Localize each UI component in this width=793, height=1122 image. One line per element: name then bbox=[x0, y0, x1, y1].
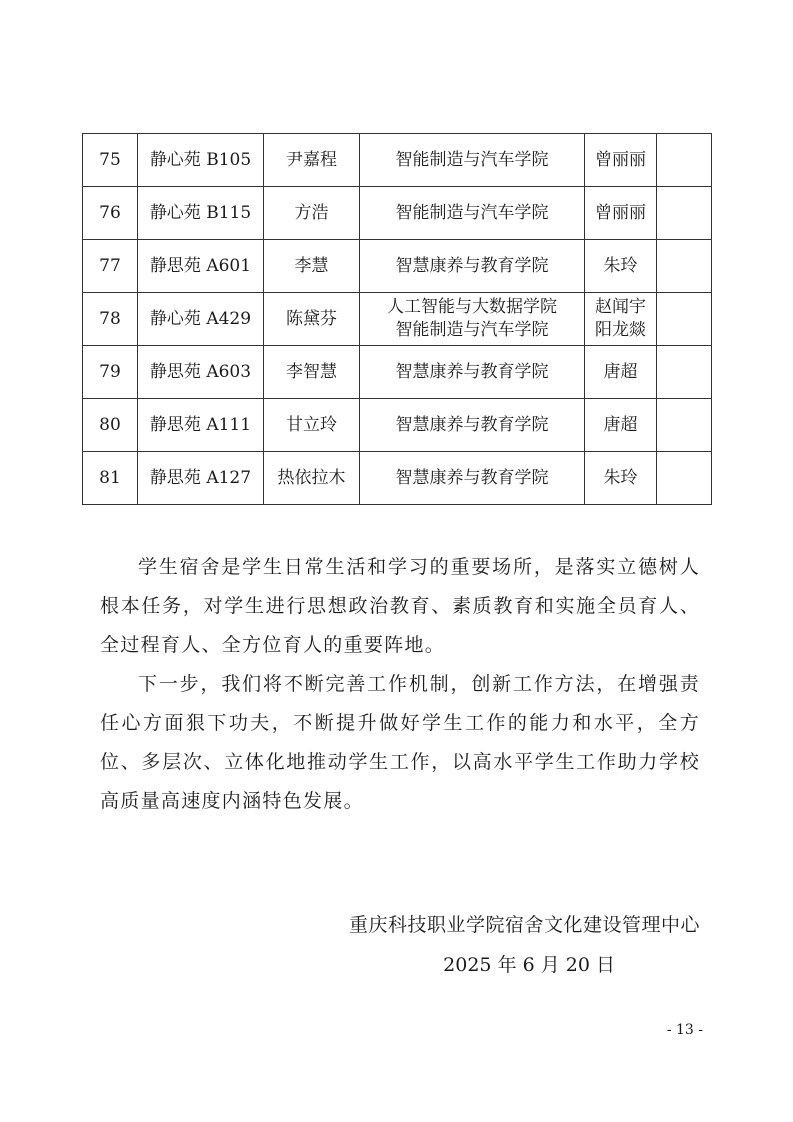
paragraph-2: 下一步，我们将不断完善工作机制，创新工作方法，在增强责任心方面狠下功夫，不断提升做好学生工作的能力和水平，全方位、多层次、立体化地推动学生工作，以高水平学生工作助力学校高质量高速度内涵特色发展。 bbox=[100, 673, 700, 812]
cell-college-line: 人工智能与大数据学院 bbox=[387, 297, 557, 317]
cell-name: 陈黛芬 bbox=[264, 293, 360, 346]
cell-name: 尹嘉程 bbox=[264, 134, 360, 187]
cell-college-line: 智慧康养与教育学院 bbox=[395, 361, 549, 382]
cell-note bbox=[657, 134, 712, 187]
cell-college bbox=[360, 452, 585, 505]
paragraph-1: 学生宿舍是学生日常生活和学习的重要场所，是落实立德树人根本任务，对学生进行思想政治教育、素质教育和实施全员育人、全过程育人、全方位育人的重要阵地。 bbox=[100, 556, 700, 656]
cell-college bbox=[360, 187, 585, 240]
signature-org: 重庆科技职业学院宿舍文化建设管理中心 bbox=[348, 914, 700, 936]
table-row bbox=[83, 240, 712, 293]
cell-college-line: 智能制造与汽车学院 bbox=[395, 320, 549, 340]
cell-counselor bbox=[585, 187, 657, 240]
cell-college bbox=[360, 346, 585, 399]
body-text bbox=[100, 548, 700, 821]
cell-number: 81 bbox=[83, 452, 138, 505]
cell-name: 李智慧 bbox=[264, 346, 360, 399]
cell-room: 静思苑 A603 bbox=[138, 346, 264, 399]
table-row bbox=[83, 399, 712, 452]
cell-college-line: 智慧康养与教育学院 bbox=[395, 255, 549, 276]
cell-counselor-line: 曾丽丽 bbox=[595, 149, 646, 170]
table-row bbox=[83, 134, 712, 187]
cell-counselor bbox=[585, 399, 657, 452]
cell-number: 78 bbox=[83, 293, 138, 346]
cell-counselor bbox=[585, 346, 657, 399]
cell-counselor-line: 朱玲 bbox=[603, 467, 638, 488]
cell-counselor-line: 赵闻宇 bbox=[595, 297, 646, 317]
cell-room: 静心苑 B115 bbox=[138, 187, 264, 240]
cell-counselor-line: 唐超 bbox=[603, 414, 638, 435]
cell-counselor-line: 阳龙燚 bbox=[595, 320, 646, 340]
cell-counselor bbox=[585, 452, 657, 505]
cell-counselor-line: 朱玲 bbox=[603, 255, 638, 276]
cell-college-line: 智能制造与汽车学院 bbox=[395, 202, 549, 223]
cell-number: 80 bbox=[83, 399, 138, 452]
cell-college bbox=[360, 134, 585, 187]
cell-number: 77 bbox=[83, 240, 138, 293]
cell-name: 方浩 bbox=[264, 187, 360, 240]
cell-name: 李慧 bbox=[264, 240, 360, 293]
cell-counselor-line: 唐超 bbox=[603, 361, 638, 382]
cell-college bbox=[360, 399, 585, 452]
cell-college-line: 智慧康养与教育学院 bbox=[395, 414, 549, 435]
cell-room: 静思苑 A127 bbox=[138, 452, 264, 505]
cell-note bbox=[657, 240, 712, 293]
cell-counselor bbox=[585, 240, 657, 293]
table-row bbox=[83, 346, 712, 399]
cell-counselor bbox=[585, 134, 657, 187]
cell-college-line: 智慧康养与教育学院 bbox=[395, 467, 549, 488]
cell-number: 76 bbox=[83, 187, 138, 240]
signature-date: 2025 年 6 月 20 日 bbox=[443, 954, 615, 976]
cell-college bbox=[360, 293, 585, 346]
cell-room: 静心苑 B105 bbox=[138, 134, 264, 187]
table-row bbox=[83, 293, 712, 346]
cell-note bbox=[657, 187, 712, 240]
cell-room: 静思苑 A601 bbox=[138, 240, 264, 293]
dorm-table bbox=[82, 133, 712, 505]
cell-number: 75 bbox=[83, 134, 138, 187]
cell-college-line: 智能制造与汽车学院 bbox=[395, 149, 549, 170]
cell-note bbox=[657, 399, 712, 452]
cell-counselor-line: 曾丽丽 bbox=[595, 202, 646, 223]
cell-note bbox=[657, 452, 712, 505]
page-number: - 13 - bbox=[666, 1022, 703, 1038]
cell-counselor bbox=[585, 293, 657, 346]
cell-room: 静心苑 A429 bbox=[138, 293, 264, 346]
cell-number: 79 bbox=[83, 346, 138, 399]
cell-room: 静思苑 A111 bbox=[138, 399, 264, 452]
dorm-table-body bbox=[83, 134, 712, 505]
cell-name: 热依拉木 bbox=[264, 452, 360, 505]
cell-note bbox=[657, 293, 712, 346]
cell-note bbox=[657, 346, 712, 399]
cell-name: 甘立玲 bbox=[264, 399, 360, 452]
cell-college bbox=[360, 240, 585, 293]
table-row bbox=[83, 452, 712, 505]
table-row bbox=[83, 187, 712, 240]
